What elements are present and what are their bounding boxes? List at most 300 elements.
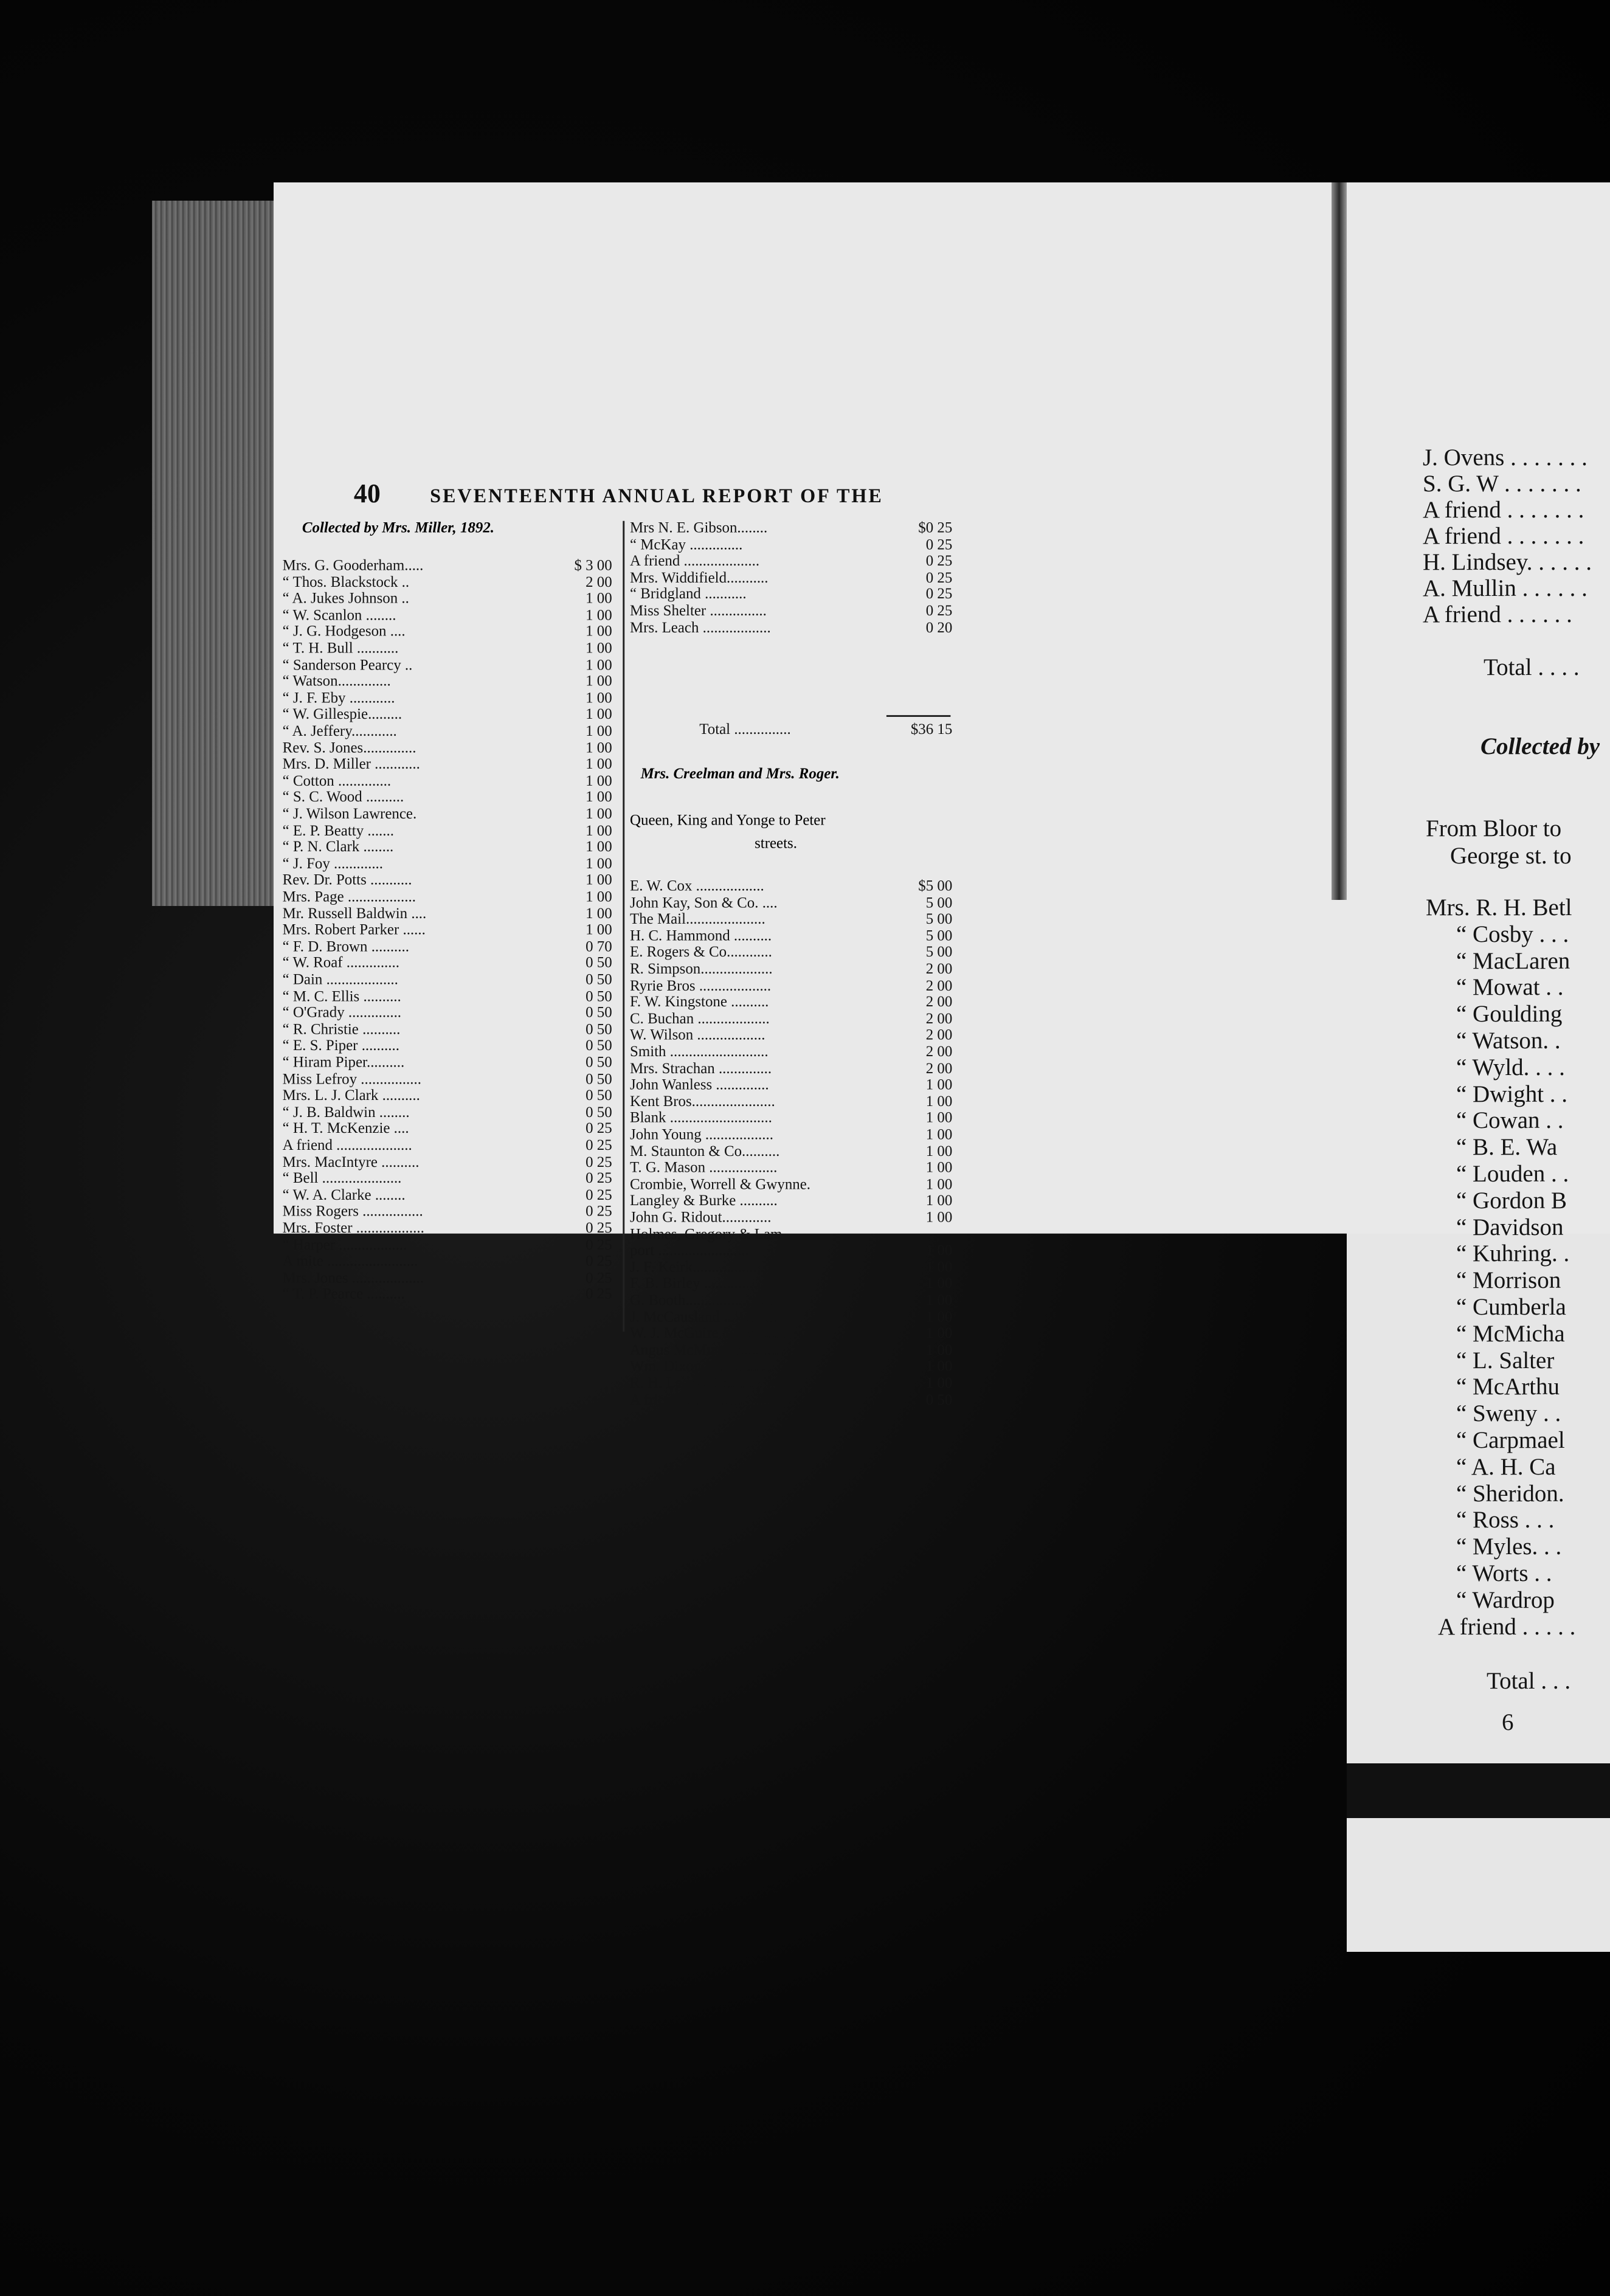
donation-amount: 0 25 bbox=[586, 1219, 612, 1237]
donor-name: Mrs. Foster .................. bbox=[282, 1219, 424, 1237]
middle-total-row bbox=[666, 721, 953, 738]
ledger-row bbox=[630, 1143, 952, 1160]
ledger-row bbox=[630, 1292, 952, 1309]
ledger-row bbox=[630, 944, 952, 961]
donor-name: “ J. B. Baldwin ........ bbox=[282, 1103, 410, 1121]
donor-name: T. G. Mason .................. bbox=[630, 1158, 778, 1176]
donation-amount: 1 00 bbox=[586, 805, 612, 822]
running-header bbox=[354, 479, 883, 510]
donation-amount: 1 00 bbox=[586, 606, 612, 623]
ledger-row bbox=[630, 894, 952, 911]
donor-name: Mrs. Page .................. bbox=[282, 888, 416, 905]
right-page-page-number: 6 bbox=[1502, 1709, 1514, 1735]
ledger-row bbox=[283, 855, 612, 872]
right-page-total2-label: Total . . . bbox=[1487, 1668, 1571, 1694]
ledger-row bbox=[283, 954, 612, 971]
donation-amount: 0 25 bbox=[925, 536, 953, 553]
ledger-row bbox=[283, 805, 612, 822]
donation-amount: 5 00 bbox=[925, 927, 953, 944]
donor-name: Smith .......................... bbox=[630, 1043, 769, 1060]
right-page-line: “ Davidson bbox=[1456, 1214, 1564, 1240]
middle-heading: Mrs. Creelman and Mrs. Roger. bbox=[640, 765, 840, 782]
right-page-line: A friend . . . . . bbox=[1438, 1613, 1576, 1640]
donation-amount: 0 25 bbox=[586, 1252, 612, 1270]
ledger-row bbox=[283, 755, 612, 772]
donor-name: Miss Lefroy ................ bbox=[282, 1070, 421, 1087]
donor-name: Blank ........................... bbox=[630, 1109, 772, 1127]
ledger-row bbox=[630, 1275, 952, 1292]
donation-amount: 1 00 bbox=[925, 1126, 953, 1143]
donor-name: Mrs. Leach .................. bbox=[630, 618, 771, 636]
right-page-line: “ Dwight . . bbox=[1456, 1081, 1568, 1107]
ledger-row bbox=[630, 1209, 952, 1226]
right-page-line: “ Wardrop bbox=[1456, 1586, 1555, 1613]
donor-name: “ H. T. McKenzie .... bbox=[282, 1119, 409, 1137]
donor-name: Mrs. D. Miller ............ bbox=[282, 755, 420, 773]
donation-amount: 5 00 bbox=[925, 943, 953, 961]
donor-name: “ A. Jukes Johnson .. bbox=[282, 589, 409, 607]
donation-amount: 1 00 bbox=[586, 689, 612, 707]
donor-name: Angus McMurchy............ bbox=[630, 1341, 786, 1358]
right-page-line: “ Cumberla bbox=[1456, 1294, 1566, 1320]
donation-amount: 1 00 bbox=[925, 1142, 953, 1160]
donation-amount: 2 00 bbox=[925, 1059, 953, 1077]
donation-amount: 1 00 bbox=[925, 1242, 953, 1259]
ledger-row bbox=[630, 1242, 952, 1259]
ledger-row bbox=[630, 1391, 952, 1408]
donor-name: Crombie, Worrell & Gwynne. bbox=[630, 1175, 811, 1193]
ledger-row bbox=[630, 910, 952, 927]
donor-name: Mrs. Widdifield........... bbox=[630, 569, 769, 586]
donor-name: “ McKay .............. bbox=[630, 536, 743, 553]
donor-name: John Wanless .............. bbox=[630, 1076, 769, 1093]
donation-amount: 0 50 bbox=[586, 1004, 612, 1021]
donor-name: Wm. Dixon .................. bbox=[630, 1357, 773, 1375]
donor-name: “ W. Roaf .............. bbox=[282, 954, 399, 972]
ledger-row bbox=[283, 938, 612, 955]
donor-name: “ Dain ................... bbox=[282, 970, 398, 988]
donor-name: “ W. Scanlon ........ bbox=[282, 606, 396, 623]
right-page-total-label: Total . . . . bbox=[1484, 654, 1580, 680]
donor-name: A friend .................... bbox=[282, 1136, 412, 1153]
donor-name: R. Simpson................... bbox=[630, 960, 773, 977]
ledger-row bbox=[630, 1076, 952, 1093]
ledger-row bbox=[283, 971, 612, 988]
donor-name: J. McCausland .............. bbox=[630, 1308, 777, 1325]
donation-amount: 1 00 bbox=[925, 1208, 953, 1226]
right-page-line: “ Kuhring. . bbox=[1456, 1240, 1570, 1267]
donation-amount: 0 50 bbox=[586, 1020, 612, 1038]
donation-amount: 0 25 bbox=[925, 552, 953, 570]
ledger-row bbox=[630, 1159, 952, 1176]
ledger-row bbox=[283, 590, 612, 607]
right-page-line: “ McMicha bbox=[1456, 1320, 1565, 1347]
right-page-line: A friend . . . . . . . bbox=[1423, 497, 1584, 523]
running-title: SEVENTEENTH ANNUAL REPORT OF THE bbox=[430, 484, 883, 507]
donation-amount: 1 00 bbox=[925, 1258, 953, 1276]
donation-amount: 5 00 bbox=[925, 910, 953, 928]
donor-name: Holmes, Gregory & Lam- bbox=[630, 1225, 787, 1242]
donation-amount: $5 00 bbox=[918, 877, 953, 894]
donor-name: Miss Rogers ................ bbox=[282, 1202, 423, 1220]
ledger-row bbox=[283, 573, 612, 590]
ledger-row bbox=[283, 606, 612, 623]
ledger-row bbox=[283, 1285, 612, 1302]
right-page-line: J. Ovens . . . . . . . bbox=[1423, 444, 1588, 471]
donor-name: Mrs. G. Gooderham..... bbox=[282, 556, 424, 574]
ledger-row bbox=[283, 1020, 612, 1037]
donation-amount: 0 50 bbox=[586, 1087, 612, 1104]
total-rule bbox=[886, 715, 950, 717]
ledger-row bbox=[283, 1219, 612, 1236]
donor-name: M. Staunton & Co.......... bbox=[630, 1142, 780, 1160]
right-page-line: “ Worts . . bbox=[1456, 1560, 1552, 1586]
donation-amount: 0 20 bbox=[925, 618, 953, 636]
donor-name: C. Buchan ................... bbox=[630, 1009, 770, 1027]
right-page-line: “ Louden . . bbox=[1456, 1161, 1569, 1187]
donation-amount: 0 25 bbox=[586, 1202, 612, 1220]
donor-name: “ E. P. Beatty ....... bbox=[282, 821, 394, 839]
donation-amount: 1 00 bbox=[586, 821, 612, 839]
donation-amount: 1 00 bbox=[586, 655, 612, 673]
donor-name: “ J. G. Hodgeson .... bbox=[282, 623, 406, 640]
ledger-row bbox=[283, 1253, 612, 1270]
donation-amount: 0 25 bbox=[586, 1285, 612, 1303]
donor-name: “ W. Gillespie......... bbox=[282, 705, 402, 723]
ledger-row bbox=[630, 1175, 952, 1192]
donation-amount: 0 25 bbox=[925, 602, 953, 619]
ledger-row bbox=[283, 739, 612, 756]
ledger-row bbox=[630, 1093, 952, 1110]
ledger-row bbox=[283, 1203, 612, 1220]
donation-amount: 1 00 bbox=[925, 1175, 953, 1193]
right-page-line: “ Goulding bbox=[1456, 1001, 1563, 1028]
donation-amount: 0 25 bbox=[586, 1169, 612, 1187]
ledger-row bbox=[630, 1010, 952, 1027]
donor-name: W. Wilson .................. bbox=[630, 1026, 765, 1043]
ledger-row bbox=[283, 871, 612, 888]
donation-amount: 0 25 bbox=[586, 1153, 612, 1170]
donation-amount: 1 00 bbox=[586, 639, 612, 657]
ledger-row bbox=[630, 552, 952, 569]
donor-name: “ Bridgland ........... bbox=[630, 585, 747, 603]
donation-amount: 1 00 bbox=[586, 589, 612, 607]
ledger-row bbox=[283, 1037, 612, 1054]
donation-amount: 1 00 bbox=[586, 854, 612, 872]
ledger-row bbox=[283, 839, 612, 856]
ledger-row bbox=[630, 1026, 952, 1043]
ledger-row bbox=[283, 1054, 612, 1071]
donor-name: W. J. McGuire & Co. ...... bbox=[630, 1324, 786, 1342]
ledger-row bbox=[630, 618, 952, 635]
right-page-line: “ McArthu bbox=[1456, 1374, 1560, 1400]
right-page-line: “ Ross . . . bbox=[1456, 1507, 1555, 1534]
ledger-row bbox=[283, 722, 612, 739]
donation-amount: 2 00 bbox=[586, 573, 612, 590]
donor-name: Mrs. L. J. Clark .......... bbox=[282, 1087, 420, 1104]
donor-name: “ Hiram Piper.......... bbox=[282, 1053, 405, 1071]
ledger-row bbox=[630, 977, 952, 994]
donation-amount: 0 50 bbox=[586, 970, 612, 988]
donation-amount: 2 00 bbox=[925, 1026, 953, 1043]
donation-amount: 0 25 bbox=[586, 1119, 612, 1137]
donor-name: “ J. F. Eby ............ bbox=[282, 689, 395, 707]
donor-name: E. Rogers & Co............ bbox=[630, 943, 772, 961]
donor-name: A friend .................... bbox=[630, 552, 760, 570]
donation-amount: 1 00 bbox=[925, 1192, 953, 1209]
total-amount: $36 15 bbox=[910, 720, 953, 738]
donation-amount: 2 00 bbox=[925, 960, 953, 977]
ledger-row bbox=[283, 1153, 612, 1170]
donor-name: “ S. C. Wood .......... bbox=[282, 788, 404, 806]
right-page-heading: Collected by bbox=[1480, 733, 1600, 759]
ledger-row bbox=[630, 569, 952, 586]
right-page-line: “ MacLaren bbox=[1456, 947, 1570, 974]
donor-name: “ J. Foy ............. bbox=[282, 854, 384, 872]
right-page-line: “ Carpmael bbox=[1456, 1427, 1565, 1453]
ledger-row bbox=[630, 1126, 952, 1143]
ledger-row bbox=[630, 960, 952, 977]
ledger-row bbox=[283, 1004, 612, 1021]
right-page-line: “ Cowan . . bbox=[1456, 1107, 1564, 1134]
donor-name: F. B. Birley .................. bbox=[630, 1274, 772, 1292]
donation-amount: 0 50 bbox=[586, 1070, 612, 1087]
donation-amount: 0 70 bbox=[586, 938, 612, 955]
donation-amount: 0 50 bbox=[586, 987, 612, 1005]
donation-amount: 1 00 bbox=[586, 755, 612, 773]
ledger-row bbox=[630, 993, 952, 1010]
donor-name: “ J. Wilson Lawrence. bbox=[282, 805, 417, 822]
page-number: 40 bbox=[353, 479, 381, 509]
ledger-row bbox=[283, 1136, 612, 1153]
ledger-row bbox=[283, 987, 612, 1005]
donation-amount: 2 00 bbox=[925, 993, 953, 1011]
donation-amount: 1 00 bbox=[586, 705, 612, 723]
column-divider bbox=[623, 521, 624, 1332]
donation-amount: 2 00 bbox=[925, 1043, 953, 1060]
bottom-shadow bbox=[1347, 1763, 1610, 1818]
donor-name: Mr. Russell Baldwin .... bbox=[282, 904, 427, 922]
ledger-row bbox=[283, 689, 612, 706]
donation-amount: 1 00 bbox=[925, 1357, 953, 1375]
middle-subheading-line2: streets. bbox=[755, 834, 797, 852]
right-page-line: A friend . . . . . . bbox=[1423, 601, 1572, 628]
donation-amount: 0 50 bbox=[586, 1103, 612, 1121]
donation-amount: 0 25 bbox=[586, 1136, 612, 1153]
donation-amount: 1 00 bbox=[925, 1076, 953, 1093]
right-page-subheading-line1: From Bloor to bbox=[1426, 815, 1562, 842]
donor-name: John Kay, Son & Co. .... bbox=[630, 893, 778, 911]
ledger-row bbox=[630, 1109, 952, 1126]
right-page-line: H. Lindsey. . . . . . bbox=[1423, 549, 1592, 575]
ledger-row bbox=[630, 927, 952, 944]
donation-amount: 1 00 bbox=[925, 1374, 953, 1392]
donor-name: Mrs. Strachan .............. bbox=[630, 1059, 772, 1077]
donation-amount: 1 00 bbox=[586, 838, 612, 856]
page-gutter bbox=[1332, 182, 1347, 900]
donation-amount: 0 50 bbox=[925, 1391, 953, 1408]
donor-name: “ R. Christie .......... bbox=[282, 1020, 401, 1038]
ledger-row bbox=[630, 1192, 952, 1209]
donor-name: Kent Bros...................... bbox=[630, 1092, 775, 1110]
donor-name: “ Sanderson Pearcy .. bbox=[282, 655, 413, 673]
right-page-subheading-line2: George st. to bbox=[1450, 843, 1572, 869]
ledger-row bbox=[630, 519, 952, 536]
ledger-row bbox=[283, 921, 612, 938]
donor-name: J. F. Keirk.................... bbox=[630, 1258, 769, 1276]
ledger-row bbox=[630, 1374, 952, 1391]
right-page-line: “ Myles. . . bbox=[1456, 1534, 1562, 1560]
donor-name: The Mail..................... bbox=[630, 910, 765, 928]
ledger-row bbox=[283, 1104, 612, 1121]
donor-name: “ M. C. Ellis .......... bbox=[282, 987, 401, 1005]
total-label: Total ............... bbox=[699, 720, 791, 738]
left-column-heading: Collected by Mrs. Miller, 1892. bbox=[302, 519, 495, 536]
right-page-line: “ B. E. Wa bbox=[1456, 1134, 1558, 1161]
donation-amount: 1 00 bbox=[586, 871, 612, 888]
donor-name: E. W. Cox .................. bbox=[630, 877, 764, 894]
donor-name: “ W. A. Clarke ........ bbox=[282, 1186, 406, 1203]
donor-name: “ F. D. Brown .......... bbox=[282, 938, 409, 955]
ledger-row bbox=[283, 656, 612, 673]
donor-name: A friend ....................... bbox=[630, 1391, 771, 1408]
ledger-row bbox=[630, 1324, 952, 1341]
donation-amount: 1 00 bbox=[925, 1291, 953, 1309]
right-page-line: “ Watson. . bbox=[1456, 1028, 1561, 1054]
ledger-row bbox=[283, 888, 612, 905]
donor-name: “ A. Jeffery............ bbox=[282, 722, 397, 739]
ledger-row bbox=[283, 1186, 612, 1203]
donation-amount: 1 00 bbox=[925, 1274, 953, 1292]
ledger-row bbox=[283, 623, 612, 640]
ledger-row bbox=[283, 1070, 612, 1087]
donor-name: “ Bell ..................... bbox=[282, 1169, 402, 1187]
ledger-row bbox=[283, 1169, 612, 1186]
right-page-line: “ L. Salter bbox=[1456, 1347, 1555, 1374]
right-page-line: A friend . . . . . . . bbox=[1423, 523, 1584, 549]
donor-name: “ Cotton .............. bbox=[282, 772, 392, 789]
ledger-row bbox=[283, 821, 612, 839]
donor-name: Rev. Dr. Potts ........... bbox=[282, 871, 412, 888]
donation-amount: 1 00 bbox=[586, 788, 612, 806]
donation-amount: 2 00 bbox=[925, 977, 953, 994]
right-page-line: A. Mullin . . . . . . bbox=[1423, 575, 1588, 601]
donation-amount: 0 50 bbox=[586, 1037, 612, 1054]
donation-amount: 2 00 bbox=[925, 1009, 953, 1027]
right-page-line: “ Gordon B bbox=[1456, 1187, 1567, 1214]
donor-name: Mrs. Jones ................... bbox=[282, 1269, 424, 1286]
donation-amount: 0 25 bbox=[925, 569, 953, 586]
ledger-row bbox=[630, 1341, 952, 1358]
ledger-row bbox=[283, 673, 612, 690]
ledger-row bbox=[630, 877, 952, 894]
donation-amount: 1 00 bbox=[586, 888, 612, 905]
ledger-row bbox=[283, 1236, 612, 1253]
donor-name: “ E. S. Piper .......... bbox=[282, 1037, 399, 1054]
ledger-row bbox=[630, 1308, 952, 1325]
ledger-row bbox=[630, 1358, 952, 1375]
right-page-line: Mrs. R. H. Betl bbox=[1426, 894, 1572, 921]
donor-name: G. Booth........................ bbox=[630, 1291, 776, 1309]
donation-amount: 0 25 bbox=[925, 585, 953, 603]
donation-amount: 1 00 bbox=[586, 772, 612, 789]
donor-name: F. W. Kingstone .......... bbox=[630, 993, 769, 1011]
ledger-row bbox=[630, 1225, 952, 1242]
donor-name: John G. Ridout............. bbox=[630, 1208, 772, 1226]
donation-amount: 0 25 bbox=[586, 1236, 612, 1253]
ledger-row bbox=[283, 1087, 612, 1104]
donation-amount: 1 00 bbox=[586, 673, 612, 690]
ledger-row bbox=[630, 586, 952, 603]
donation-amount: 1 00 bbox=[586, 904, 612, 922]
donation-amount: 1 00 bbox=[586, 623, 612, 640]
donor-name: Langley & Burke .......... bbox=[630, 1192, 778, 1209]
donation-amount: 5 00 bbox=[925, 893, 953, 911]
donor-name: “ P. N. Clark ........ bbox=[282, 838, 394, 856]
book-page-edges bbox=[152, 201, 286, 906]
donation-amount: $ 3 00 bbox=[574, 556, 612, 574]
ledger-row bbox=[283, 1269, 612, 1286]
middle-subheading-line1: Queen, King and Yonge to Peter bbox=[630, 811, 826, 829]
donation-amount: 1 00 bbox=[925, 1158, 953, 1176]
ledger-row bbox=[283, 640, 612, 657]
donor-name: Mrs N. E. Gibson........ bbox=[630, 519, 768, 536]
ledger-row bbox=[630, 1059, 952, 1076]
donor-name: Rev. S. Jones.............. bbox=[282, 739, 416, 756]
donation-amount: $0 25 bbox=[918, 519, 953, 536]
donor-name: H. C. Hammond .......... bbox=[630, 927, 772, 944]
donation-amount: 1 00 bbox=[586, 722, 612, 739]
right-page-line: “ Wyld. . . . bbox=[1456, 1054, 1565, 1081]
donor-name: “ Thos. Blackstock .. bbox=[282, 573, 410, 590]
ledger-row bbox=[630, 602, 952, 619]
donation-amount: 1 00 bbox=[925, 1092, 953, 1110]
donor-name: Mrs. Robert Parker ...... bbox=[282, 921, 426, 938]
donor-name: “ Watson.............. bbox=[282, 673, 391, 690]
right-page-line: S. G. W . . . . . . . bbox=[1423, 471, 1581, 497]
donation-amount: 0 25 bbox=[586, 1269, 612, 1286]
ledger-row bbox=[630, 536, 952, 553]
donation-amount: 0 25 bbox=[586, 1186, 612, 1203]
donor-name: “ T. H. Bull ........... bbox=[282, 639, 399, 657]
ledger-row bbox=[283, 772, 612, 789]
donor-name: “ T. P. Pearce .......... bbox=[282, 1285, 405, 1303]
donor-name: “ Harper .................. bbox=[282, 1236, 407, 1253]
ledger-row bbox=[283, 789, 612, 806]
right-page-line: “ Sweny . . bbox=[1456, 1400, 1561, 1427]
donation-amount: 1 00 bbox=[925, 1324, 953, 1342]
donation-amount: 1 00 bbox=[925, 1109, 953, 1127]
right-page-line: “ A. H. Ca bbox=[1456, 1453, 1556, 1480]
donation-amount: 0 50 bbox=[586, 1053, 612, 1071]
ledger-row bbox=[630, 1258, 952, 1275]
ledger-row bbox=[283, 706, 612, 723]
ledger-row bbox=[630, 1043, 952, 1060]
ledger-row bbox=[283, 1120, 612, 1137]
donor-name: John Young .................. bbox=[630, 1126, 773, 1143]
right-page-line: “ Sheridon. bbox=[1456, 1480, 1564, 1507]
donor-name: “ O'Grady .............. bbox=[282, 1004, 402, 1021]
donation-amount: 1 00 bbox=[925, 1341, 953, 1358]
donor-name: Mrs. MacIntyre .......... bbox=[282, 1153, 420, 1170]
donor-name: Ryrie Bros ................... bbox=[630, 977, 772, 994]
donor-name: A mite ........................ bbox=[282, 1252, 418, 1270]
donor-name: R. H. Lear & Co. .......... bbox=[630, 1374, 776, 1392]
right-page-line: “ Morrison bbox=[1456, 1267, 1561, 1294]
right-page-line: “ Cosby . . . bbox=[1456, 921, 1569, 947]
donor-name: port ........................ bbox=[630, 1242, 749, 1259]
ledger-row bbox=[283, 556, 612, 573]
